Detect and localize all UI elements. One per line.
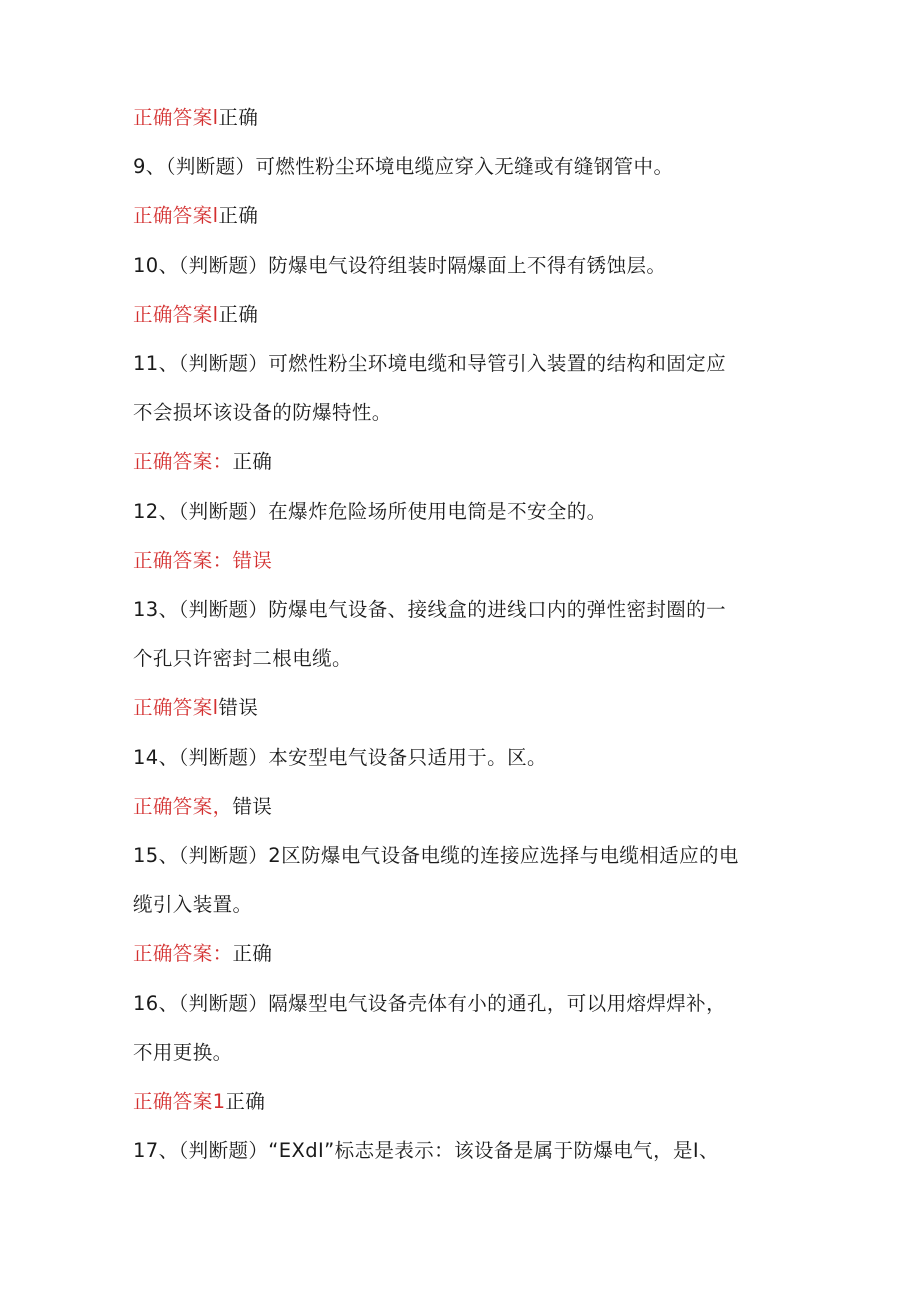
answer-line bbox=[133, 547, 272, 575]
answer-value: 正确 bbox=[232, 450, 273, 473]
answer-label: 正确答案l bbox=[133, 696, 219, 719]
answer-line bbox=[133, 793, 272, 821]
answer-line bbox=[133, 940, 272, 968]
answer-value: 错误 bbox=[218, 696, 259, 719]
answer-label: 正确答案， bbox=[133, 795, 233, 818]
answer-line bbox=[133, 448, 272, 476]
question-line: 15、（判断题）2区防爆电气设备电缆的连接应选择与电缆相适应的电 bbox=[133, 844, 739, 867]
question-line: 12、（判断题）在爆炸危险场所使用电筒是不安全的。 bbox=[133, 500, 607, 523]
answer-line bbox=[133, 301, 258, 329]
answer-label: 正确答案： bbox=[133, 450, 233, 473]
answer-label: 正确答案l bbox=[133, 204, 219, 227]
question-line: 不会损坏该设备的防爆特性。 bbox=[133, 401, 392, 424]
answer-line bbox=[133, 104, 258, 132]
question-line: 16、（判断题）隔爆型电气设备壳体有小的通孔，可以用熔焊焊补， bbox=[133, 992, 726, 1015]
answer-value: 错误 bbox=[232, 795, 273, 818]
answer-label: 正确答案： bbox=[133, 942, 233, 965]
answer-value: 正确 bbox=[232, 942, 273, 965]
question-line: 不用更换。 bbox=[133, 1041, 233, 1064]
answer-line bbox=[133, 202, 258, 230]
answer-label: 正确答案： bbox=[133, 549, 233, 572]
question-line: 14、（判断题）本安型电气设备只适用于。区。 bbox=[133, 746, 547, 769]
question-line: 10、（判断题）防爆电气设符组装时隔爆面上不得有锈蚀层。 bbox=[133, 254, 667, 277]
answer-value: 错误 bbox=[232, 549, 273, 572]
answer-value: 正确 bbox=[218, 204, 259, 227]
answer-value: 正确 bbox=[218, 106, 259, 129]
answer-value: 正确 bbox=[218, 303, 259, 326]
question-line: 9、（判断题）可燃性粉尘环境电缆应穿入无缝或有缝钢管中。 bbox=[133, 155, 674, 178]
question-line: 个孔只许密封二根电缆。 bbox=[133, 647, 352, 670]
answer-label: 正确答案l bbox=[133, 303, 219, 326]
answer-value: 正确 bbox=[225, 1090, 266, 1113]
answer-line bbox=[133, 694, 258, 722]
answer-label: 正确答案1 bbox=[133, 1090, 226, 1113]
answer-label: 正确答案l bbox=[133, 106, 219, 129]
question-line: 17、（判断题）“EXdI”标志是表示：该设备是属于防爆电气，是I、 bbox=[133, 1139, 719, 1162]
answer-line bbox=[133, 1088, 265, 1116]
question-line: 11、（判断题）可燃性粉尘环境电缆和导管引入装置的结构和固定应 bbox=[133, 352, 726, 375]
question-line: 13、（判断题）防爆电气设备、接线盒的进线口内的弹性密封圈的一 bbox=[133, 598, 726, 621]
question-line: 缆引入装置。 bbox=[133, 893, 253, 916]
